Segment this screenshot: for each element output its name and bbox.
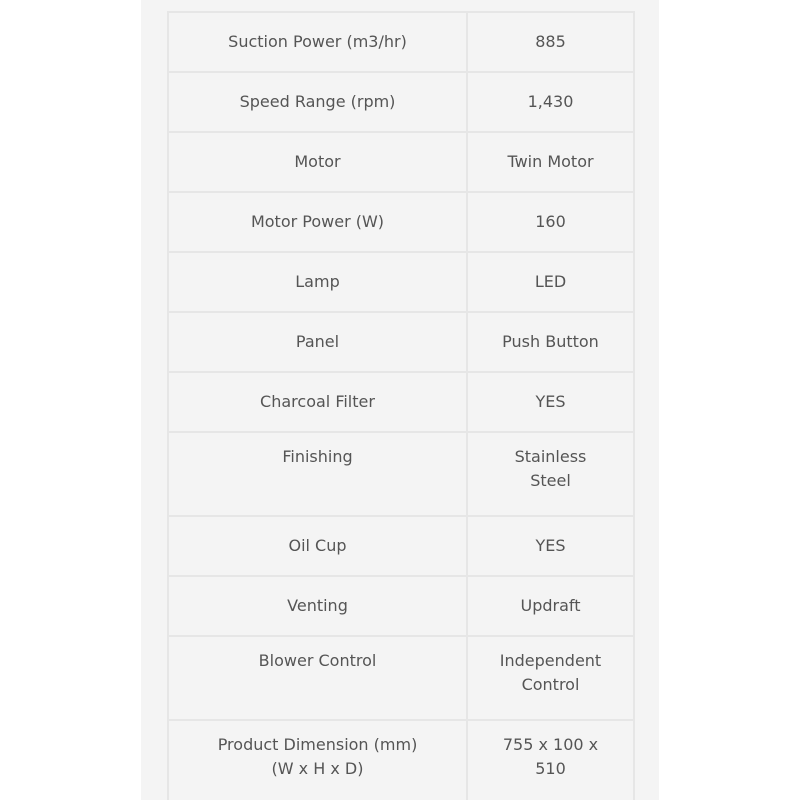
spec-label: Suction Power (m3/hr) xyxy=(168,12,467,72)
spec-table xyxy=(167,11,635,800)
spec-panel xyxy=(141,0,659,800)
spec-label: Oil Cup xyxy=(168,516,467,576)
spec-label: Lamp xyxy=(168,252,467,312)
spec-value: Independent Control xyxy=(467,636,634,720)
spec-value: LED xyxy=(467,252,634,312)
spec-value: 160 xyxy=(467,192,634,252)
spec-label: Motor Power (W) xyxy=(168,192,467,252)
spec-label: Speed Range (rpm) xyxy=(168,72,467,132)
spec-value: YES xyxy=(467,372,634,432)
table-row xyxy=(168,192,634,252)
table-row xyxy=(168,576,634,636)
spec-value: Updraft xyxy=(467,576,634,636)
table-row xyxy=(168,720,634,800)
spec-label: Blower Control xyxy=(168,636,467,720)
spec-label: Finishing xyxy=(168,432,467,516)
spec-label: Charcoal Filter xyxy=(168,372,467,432)
table-row xyxy=(168,636,634,720)
table-row xyxy=(168,12,634,72)
spec-value: 1,430 xyxy=(467,72,634,132)
spec-value: Stainless Steel xyxy=(467,432,634,516)
table-row xyxy=(168,312,634,372)
spec-value: 885 xyxy=(467,12,634,72)
table-row xyxy=(168,372,634,432)
spec-label: Venting xyxy=(168,576,467,636)
table-row xyxy=(168,72,634,132)
table-row xyxy=(168,432,634,516)
table-row xyxy=(168,516,634,576)
spec-value: YES xyxy=(467,516,634,576)
spec-label: Product Dimension (mm) (W x H x D) xyxy=(168,720,467,800)
table-row xyxy=(168,132,634,192)
spec-value: Twin Motor xyxy=(467,132,634,192)
spec-value: 755 x 100 x 510 xyxy=(467,720,634,800)
spec-label: Panel xyxy=(168,312,467,372)
table-row xyxy=(168,252,634,312)
spec-label: Motor xyxy=(168,132,467,192)
spec-value: Push Button xyxy=(467,312,634,372)
